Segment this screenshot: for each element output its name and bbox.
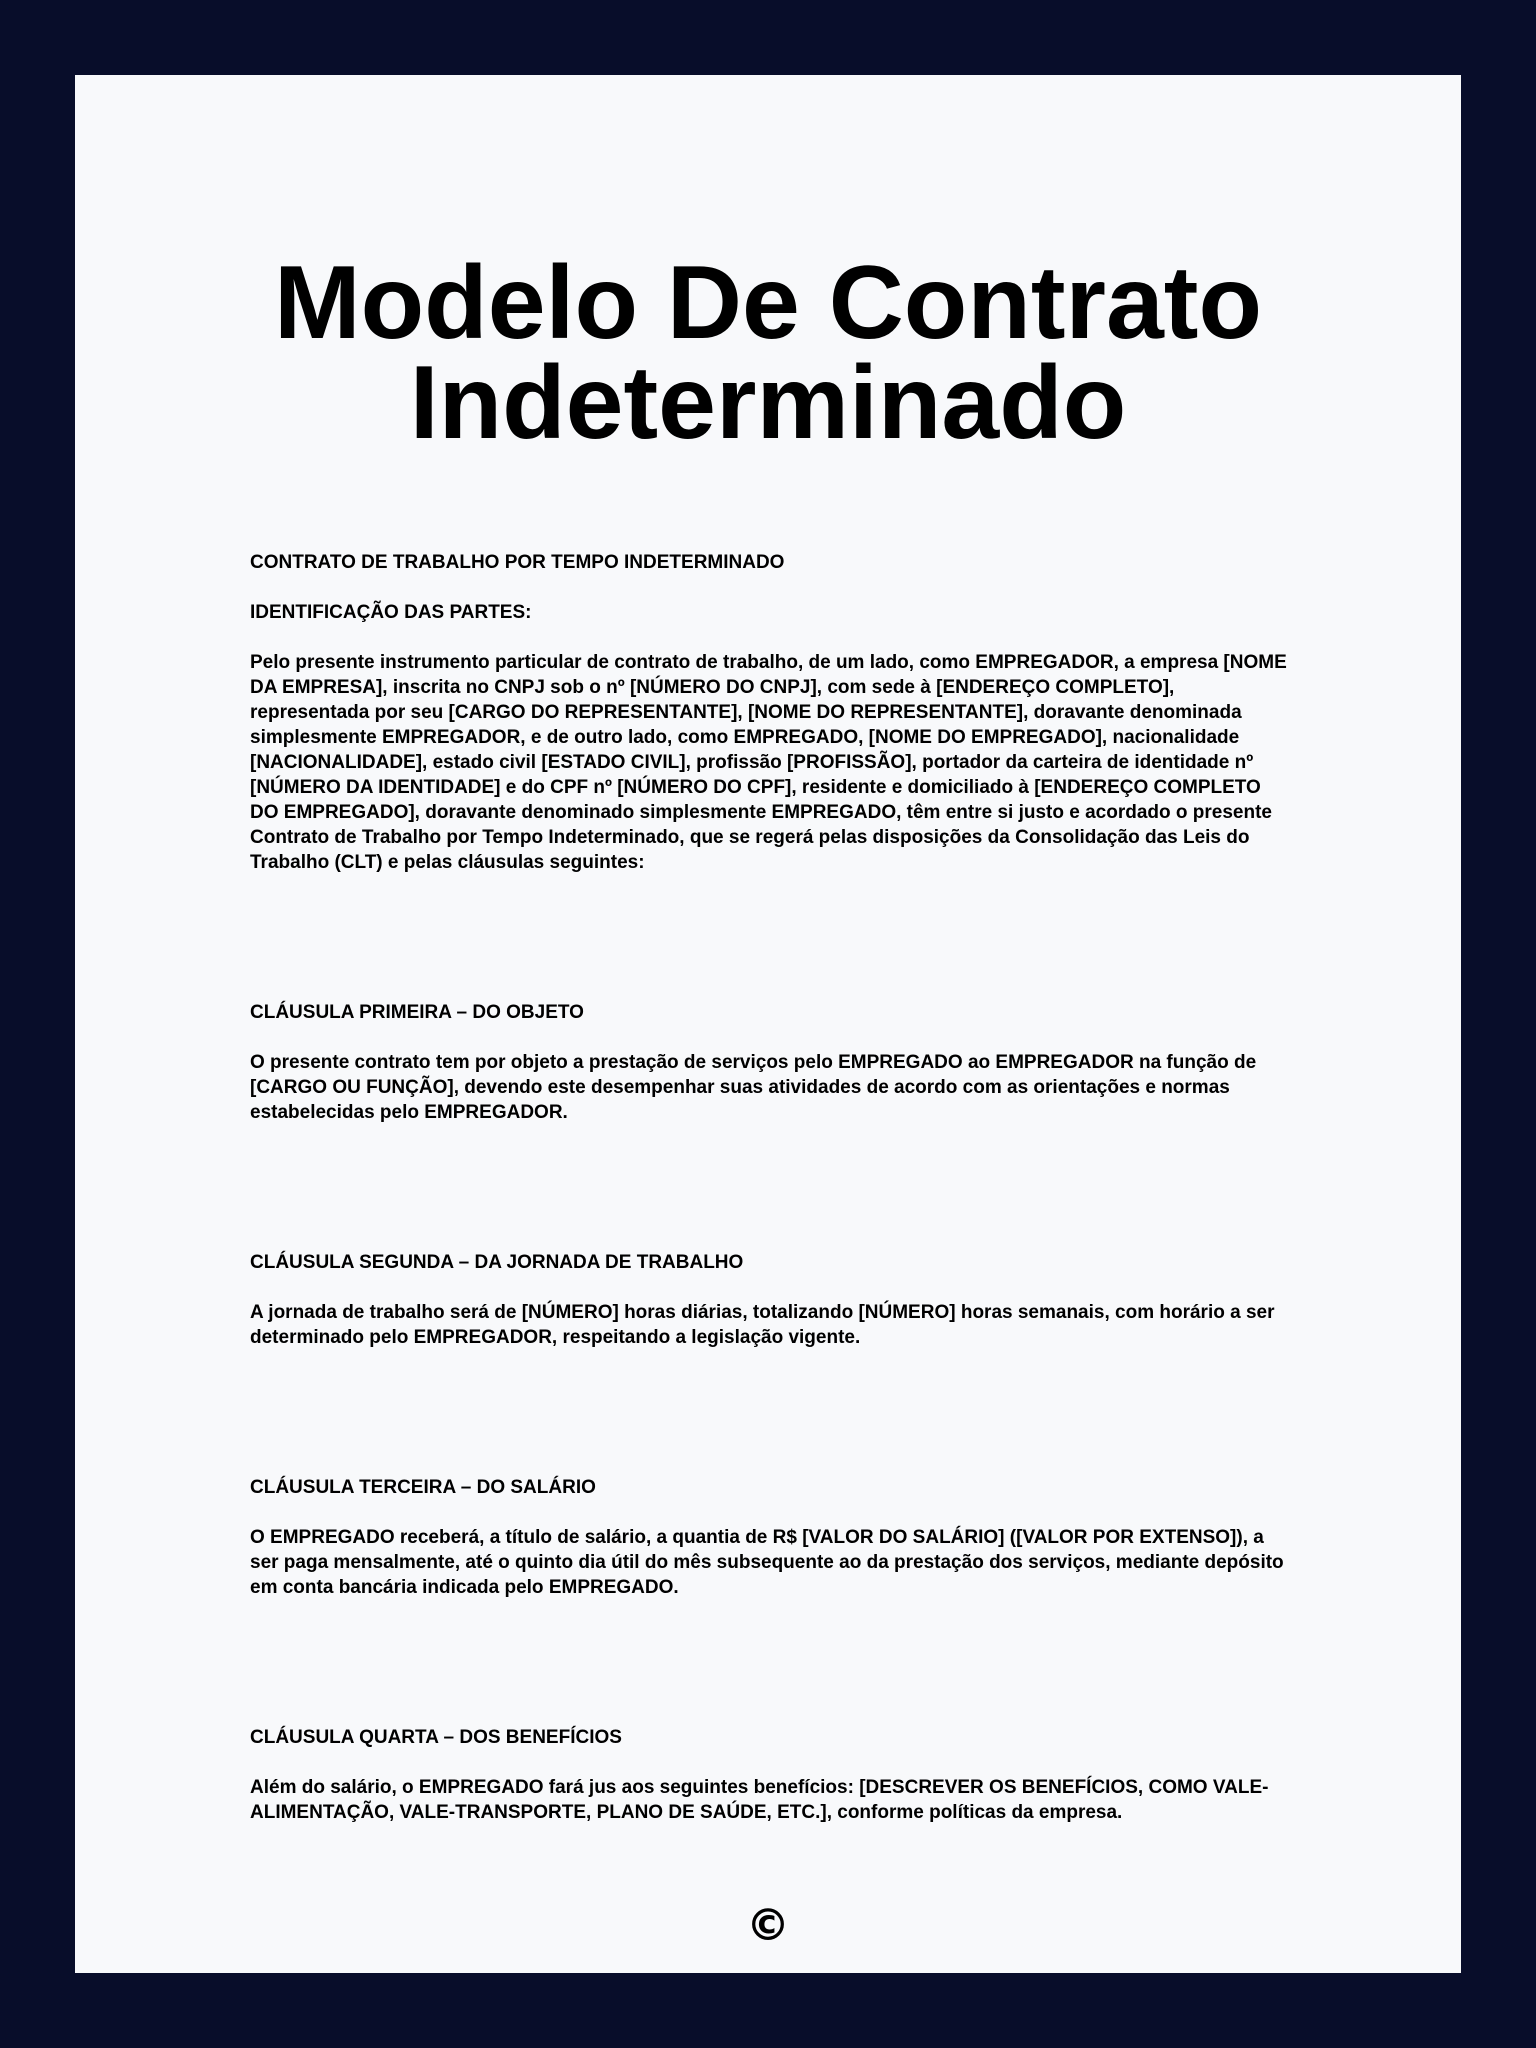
document-title-line-1: Modelo De Contrato (274, 245, 1262, 361)
parties-paragraph: Pelo presente instrumento particular de contrato de trabalho, de um lado, como EMPREGADOR, a empresa [NOME DA EMPRESA], inscrita no CNPJ sob o nº [NÚMERO DO CNPJ], com sede à [ENDEREÇO COMPLETO], representada por seu [CARGO DO REPRESENTANTE], [NOME DO REPRESENTANTE], doravante denominada simplesmente EMPREGADOR, e de outro lado, como EMPREGADO, [NOME DO EMPREGADO], nacionalidade [NACIONALIDADE], estado civil [ESTADO CIVIL], profissão [PROFISSÃO], portador da carteira de identidade nº [NÚMERO DA IDENTIDADE] e do CPF nº [NÚMERO DO CPF], residente e domiciliado à [ENDEREÇO COMPLETO DO EMPREGADO], doravante denominado simplesmente EMPREGADO, têm entre si justo e acordado o presente Contrato de Trabalho por Tempo Indeterminado, que se regerá pelas disposições da Consolidação das Leis do Trabalho (CLT) e pelas cláusulas seguintes: (250, 652, 1287, 873)
copyright-icon: © (746, 1900, 790, 1951)
contract-heading: CONTRATO DE TRABALHO POR TEMPO INDETERMINADO (250, 552, 785, 573)
clause-4-heading: CLÁUSULA QUARTA – DOS BENEFÍCIOS (250, 1727, 622, 1748)
clause-2-heading: CLÁUSULA SEGUNDA – DA JORNADA DE TRABALHO (250, 1252, 744, 1273)
parties-heading: IDENTIFICAÇÃO DAS PARTES: (250, 602, 532, 623)
clause-3-heading: CLÁUSULA TERCEIRA – DO SALÁRIO (250, 1477, 596, 1498)
document-page (75, 75, 1461, 1973)
clause-1-paragraph: O presente contrato tem por objeto a prestação de serviços pelo EMPREGADO ao EMPREGADOR na função de [CARGO OU FUNÇÃO], devendo este desempenhar suas atividades de acordo com as orientações e normas estabelecidas pelo EMPREGADOR. (250, 1052, 1257, 1123)
clause-1-heading: CLÁUSULA PRIMEIRA – DO OBJETO (250, 1002, 584, 1023)
document-title-line-2: Indeterminado (409, 345, 1127, 461)
document-body (250, 550, 1290, 1825)
clause-4-paragraph: Além do salário, o EMPREGADO fará jus aos seguintes benefícios: [DESCREVER OS BENEFÍCIOS, COMO VALE-ALIMENTAÇÃO, VALE-TRANSPORTE, PLANO DE SAÚDE, ETC.], conforme políticas da empresa. (250, 1777, 1269, 1823)
document-title (75, 245, 1461, 461)
clause-2-paragraph: A jornada de trabalho será de [NÚMERO] horas diárias, totalizando [NÚMERO] horas semanais, com horário a ser determinado pelo EMPREGADOR, respeitando a legislação vigente. (250, 1302, 1275, 1348)
clause-3-paragraph: O EMPREGADO receberá, a título de salário, a quantia de R$ [VALOR DO SALÁRIO] ([VALOR POR EXTENSO]), a ser paga mensalmente, até o quinto dia útil do mês subsequente ao da prestação dos serviços, mediante depósito em conta bancária indicada pelo EMPREGADO. (250, 1527, 1284, 1598)
